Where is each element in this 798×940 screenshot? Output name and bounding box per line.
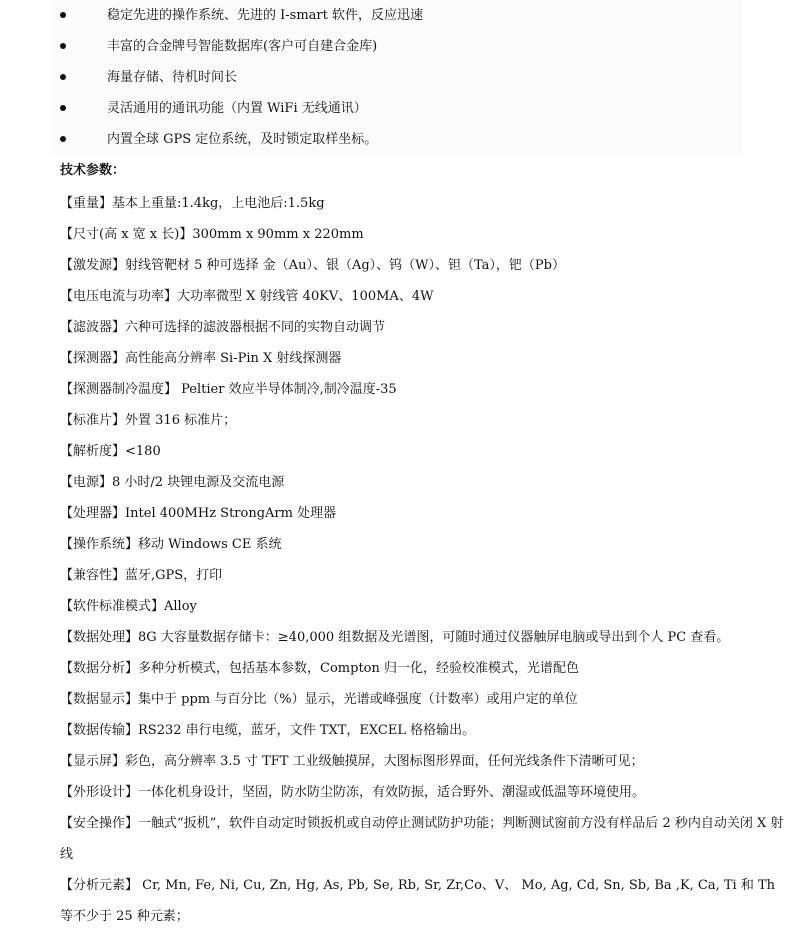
feature-text: 内置全球 GPS 定位系统，及时锁定取样坐标。 bbox=[107, 132, 378, 147]
technical-parameters bbox=[60, 188, 785, 932]
param-value: 高性能高分辨率 Si-Pin X 射线探测器 bbox=[125, 351, 342, 366]
bullet-icon bbox=[60, 74, 66, 80]
param-label: 【外形设计】 bbox=[60, 785, 139, 800]
param-label: 【数据分析】 bbox=[60, 661, 139, 676]
param-value: 彩色，高分辨率 3.5 寸 TFT 工业级触摸屏，大图标图形界面，任何光线条件下清晰可见； bbox=[125, 754, 644, 769]
param-label: 【分析元素】 bbox=[60, 878, 139, 893]
feature-item bbox=[60, 62, 740, 93]
param-value: 蓝牙,GPS，打印 bbox=[125, 568, 223, 583]
param-row bbox=[60, 622, 785, 653]
param-value: Alloy bbox=[164, 599, 197, 614]
param-label: 【处理器】 bbox=[60, 506, 126, 521]
param-value: Intel 400MHz StrongArm 处理器 bbox=[125, 506, 337, 521]
param-label: 【兼容性】 bbox=[60, 568, 126, 583]
param-value: 六种可选择的滤波器根据不同的实物自动调节 bbox=[125, 320, 386, 335]
param-label: 【探测器】 bbox=[60, 351, 126, 366]
param-row bbox=[60, 498, 785, 529]
feature-item bbox=[60, 0, 740, 31]
param-row bbox=[60, 715, 785, 746]
param-label: 【电压电流与功率】 bbox=[60, 289, 178, 304]
feature-text: 海量存储、待机时间长 bbox=[107, 70, 238, 85]
param-row bbox=[60, 374, 785, 405]
param-row bbox=[60, 591, 785, 622]
feature-text: 丰富的合金牌号智能数据库(客户可自建合金库) bbox=[107, 39, 378, 54]
param-value: 移动 Windows CE 系统 bbox=[138, 537, 282, 552]
param-value: 大功率微型 X 射线管 40KV、100MA、4W bbox=[177, 289, 434, 304]
param-row bbox=[60, 405, 785, 436]
param-row bbox=[60, 219, 785, 250]
param-row bbox=[60, 684, 785, 715]
param-row bbox=[60, 746, 785, 777]
feature-item bbox=[60, 124, 740, 155]
param-row bbox=[60, 560, 785, 591]
param-label: 【软件标准模式】 bbox=[60, 599, 165, 614]
param-row bbox=[60, 281, 785, 312]
param-value: <180 bbox=[125, 444, 161, 459]
param-row bbox=[60, 653, 785, 684]
param-value: Peltier 效应半导体制冷,制冷温度-35 bbox=[177, 382, 397, 397]
param-row bbox=[60, 312, 785, 343]
param-value: 一触式“扳机”，软件自动定时锁扳机或自动停止测试防护功能；判断测试窗前方没有样品后 2 秒内自动关闭 X 射线 bbox=[60, 816, 784, 862]
param-value: 外置 316 标准片； bbox=[125, 413, 237, 428]
bullet-icon bbox=[60, 43, 66, 49]
param-row bbox=[60, 250, 785, 281]
bullet-icon bbox=[60, 12, 66, 18]
param-label: 【激发源】 bbox=[60, 258, 126, 273]
param-label: 【安全操作】 bbox=[60, 816, 139, 831]
param-label: 【数据传输】 bbox=[60, 723, 139, 738]
feature-list bbox=[60, 0, 740, 155]
param-row bbox=[60, 188, 785, 219]
param-label: 【探测器制冷温度】 bbox=[60, 382, 178, 397]
param-value: 多种分析模式，包括基本参数，Compton 归一化，经验校准模式，光谱配色 bbox=[138, 661, 579, 676]
param-value: Cr, Mn, Fe, Ni, Cu, Zn, Hg, As, Pb, Se, Rb, Sr, Zr,Co、V、 Mo, Ag, Cd, Sn, Sb, Ba ,K, Ca, Ti 和 Th 等不少于 25 种元素； bbox=[60, 878, 776, 924]
param-label: 【数据显示】 bbox=[60, 692, 139, 707]
param-label: 【滤波器】 bbox=[60, 320, 126, 335]
feature-text: 灵活通用的通讯功能（内置 WiFi 无线通讯） bbox=[107, 101, 367, 116]
param-row bbox=[60, 467, 785, 498]
feature-item bbox=[60, 31, 740, 62]
param-row bbox=[60, 870, 785, 932]
param-value: 8 小时/2 块锂电源及交流电源 bbox=[112, 475, 285, 490]
param-value: 一体化机身设计，坚固，防水防尘防冻，有效防振，适合野外、潮湿或低温等环境使用。 bbox=[138, 785, 646, 800]
param-label: 【显示屏】 bbox=[60, 754, 126, 769]
param-row bbox=[60, 777, 785, 808]
param-row bbox=[60, 529, 785, 560]
param-label: 【操作系统】 bbox=[60, 537, 139, 552]
bullet-icon bbox=[60, 136, 66, 142]
param-value: 射线管靶材 5 种可选择 金（Au）、银（Ag）、钨（W）、钽（Ta），钯（Pb） bbox=[125, 258, 565, 273]
param-label: 【数据处理】 bbox=[60, 630, 139, 645]
param-value: 300mm x 90mm x 220mm bbox=[192, 227, 364, 242]
param-value: 8G 大容量数据存储卡：≥40,000 组数据及光谱图，可随时通过仪器触屏电脑或导出到个人 PC 查看。 bbox=[138, 630, 730, 645]
section-title: 技术参数： bbox=[60, 163, 126, 178]
param-value: 集中于 ppm 与百分比（%）显示，光谱或峰强度（计数率）或用户定的单位 bbox=[138, 692, 578, 707]
param-label: 【重量】 bbox=[60, 196, 113, 211]
param-label: 【标准片】 bbox=[60, 413, 126, 428]
param-row bbox=[60, 808, 785, 870]
feature-item bbox=[60, 93, 740, 124]
param-row bbox=[60, 343, 785, 374]
feature-text: 稳定先进的操作系统、先进的 I-smart 软件，反应迅速 bbox=[107, 8, 423, 23]
param-value: 基本上重量:1.4kg，上电池后:1.5kg bbox=[112, 196, 325, 211]
bullet-icon bbox=[60, 105, 66, 111]
param-label: 【电源】 bbox=[60, 475, 113, 490]
param-label: 【解析度】 bbox=[60, 444, 126, 459]
param-row bbox=[60, 436, 785, 467]
param-value: RS232 串行电缆，蓝牙，文件 TXT，EXCEL 格格输出。 bbox=[138, 723, 476, 738]
param-label: 【尺寸(高 x 宽 x 长)】 bbox=[60, 227, 193, 242]
